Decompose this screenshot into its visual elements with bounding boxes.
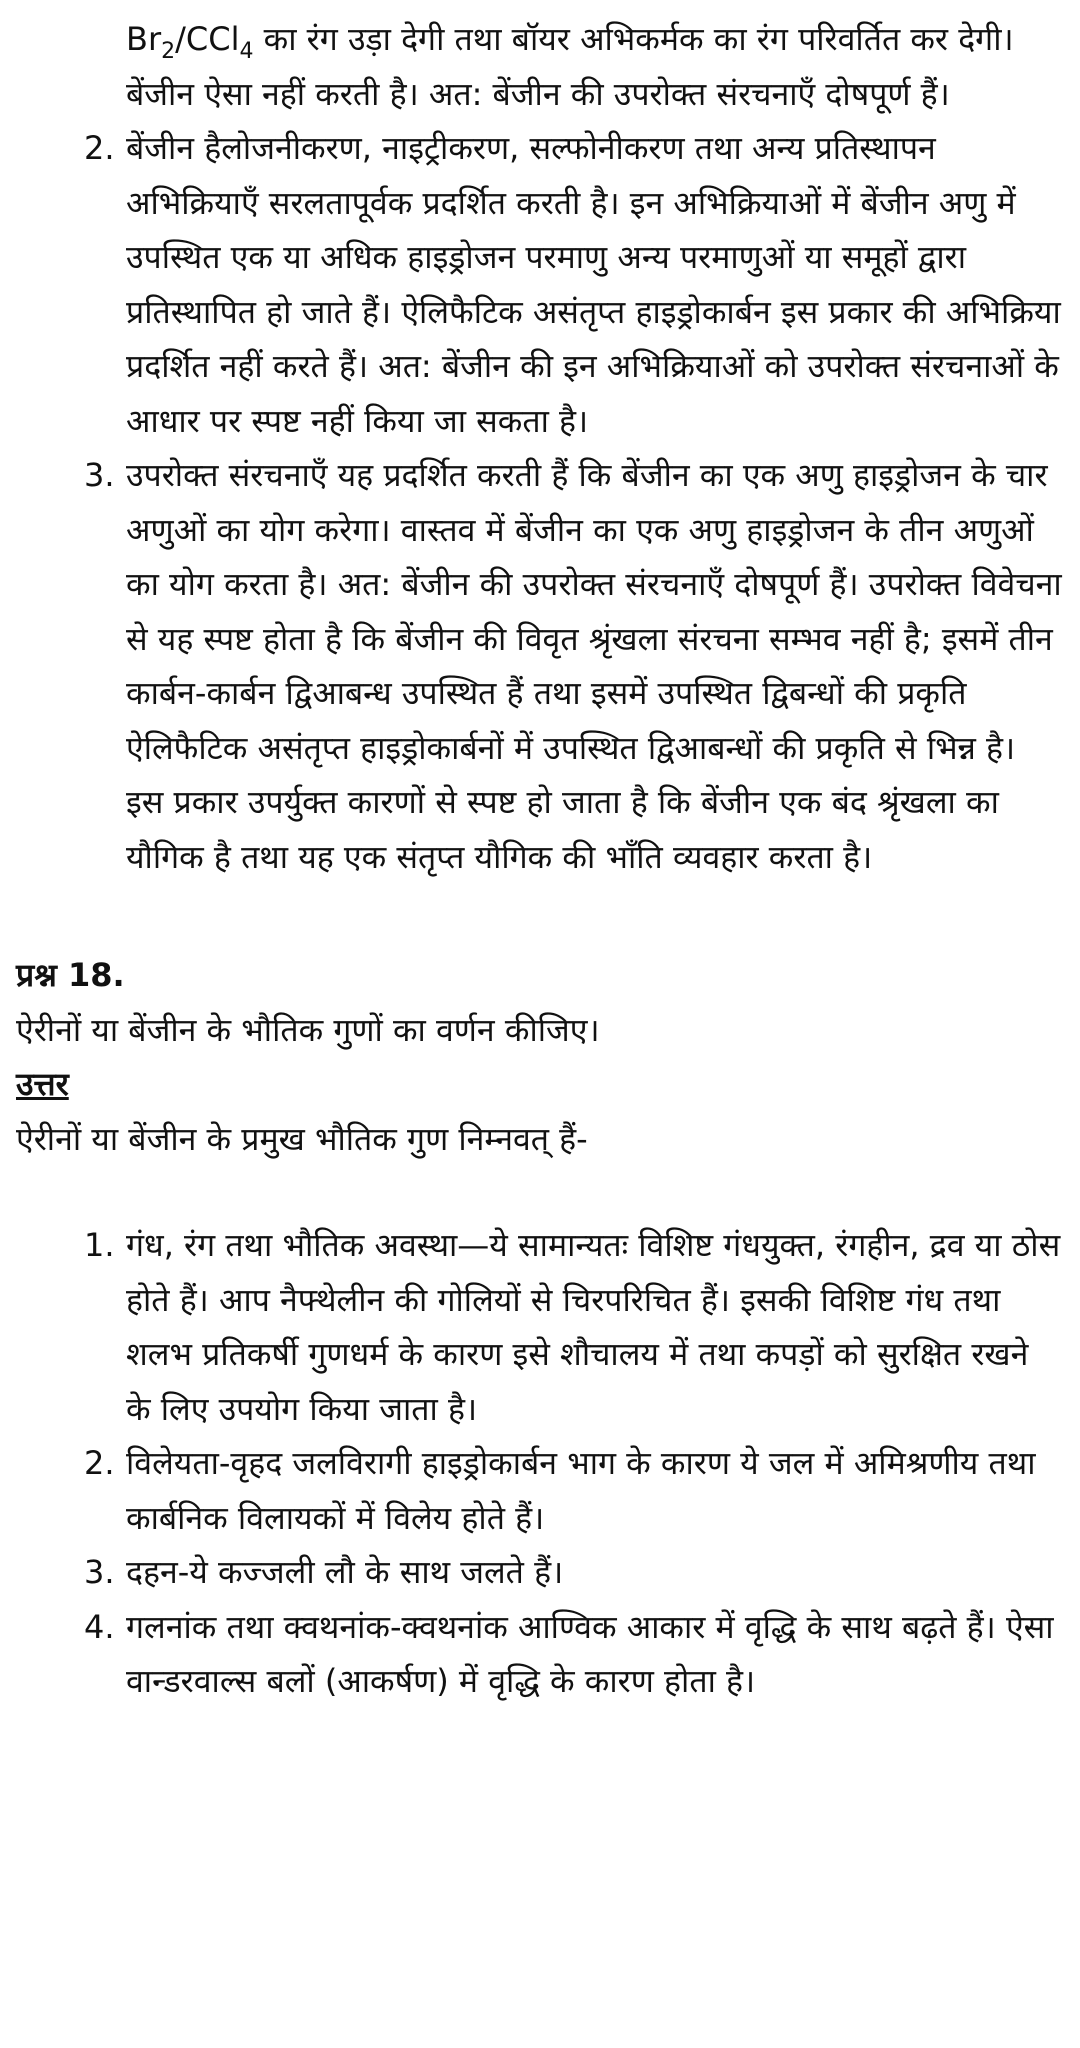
formula-subscript-2: 2 <box>161 39 176 64</box>
list-item-text: विलेयता-वृहद जलविरागी हाइड्रोकार्बन भाग के कारण ये जल में अमिश्रणीय तथा कार्बनिक विलायकों में विलेय होते हैं। <box>126 1444 1036 1537</box>
list-item <box>16 1545 1062 1600</box>
formula-ccl: /CCl <box>175 20 240 58</box>
list-number: 4. <box>84 1607 115 1646</box>
reasons-list <box>16 121 1062 884</box>
question-title: प्रश्न 18. <box>16 956 125 994</box>
list-number: 3. <box>84 456 115 494</box>
formula-subscript-4: 4 <box>239 39 254 64</box>
list-item <box>16 448 1062 884</box>
list-item-text: गंध, रंग तथा भौतिक अवस्था—ये सामान्यतः विशिष्ट गंधयुक्त, रंगहीन, द्रव या ठोस होते हैं। आप नैफ्थेलीन की गोलियों से चिरपरिचित हैं। इसकी विशिष्ट गंध तथा शलभ प्रतिकर्षी गुणधर्म के कारण इसे शौचालय में तथा कपड़ों को सुरक्षित रखने के लिए उपयोग किया जाता है। <box>126 1226 1061 1428</box>
answer-intro: ऐरीनों या बेंजीन के प्रमुख भौतिक गुण निम्नवत् हैं- <box>16 1119 588 1158</box>
formula-br: Br <box>126 20 162 58</box>
continued-paragraph <box>16 12 1062 121</box>
list-item <box>16 1218 1062 1436</box>
list-number: 3. <box>84 1553 115 1591</box>
list-item-text: दहन-ये कज्जली लौ के साथ जलते हैं। <box>126 1553 564 1591</box>
answer-title: उत्तर <box>16 1065 69 1103</box>
list-item <box>16 121 1062 448</box>
question-text: ऐरीनों या बेंजीन के भौतिक गुणों का वर्णन कीजिए। <box>16 1010 600 1049</box>
list-number: 1. <box>84 1226 115 1264</box>
list-item <box>16 1600 1062 1709</box>
list-item-text: बेंजीन हैलोजनीकरण, नाइट्रीकरण, सल्फोनीकरण तथा अन्य प्रतिस्थापन अभिक्रियाएँ सरलतापूर्वक प्रदर्शित करती है। इन अभिक्रियाओं में बेंजीन अणु में उपस्थित एक या अधिक हाइड्रोजन परमाणु अन्य परमाणुओं या समूहों द्वारा प्रतिस्थापित हो जाते हैं। ऐलिफैटिक असंतृप्त हाइड्रोकार्बन इस प्रकार की अभिक्रिया प्रदर्शित नहीं करते हैं। अत: बेंजीन की इन अभिक्रियाओं को उपरोक्त संरचनाओं के आधार पर स्पष्ट नहीं किया जा सकता है। <box>126 129 1061 440</box>
list-item-text: उपरोक्त संरचनाएँ यह प्रदर्शित करती हैं कि बेंजीन का एक अणु हाइड्रोजन के चार अणुओं का योग करेगा। वास्तव में बेंजीन का एक अणु हाइड्रोजन के तीन अणुओं का योग करता है। अत: बेंजीन की उपरोक्त संरचनाएँ दोषपूर्ण हैं। उपरोक्त विवेचना से यह स्पष्ट होता है कि बेंजीन की विवृत श्रृंखला संरचना सम्भव नहीं है; इसमें तीन कार्बन-कार्बन द्विआबन्ध उपस्थित हैं तथा इसमें उपस्थित द्विबन्धों की प्रकृति ऐलिफैटिक असंतृप्त हाइड्रोकार्बनों में उपस्थित द्विआबन्धों की प्रकृति से भिन्न है। इस प्रकार उपर्युक्त कारणों से स्पष्ट हो जाता है कि बेंजीन एक बंद श्रृंखला का यौगिक है तथा यह एक संतृप्त यौगिक की भाँति व्यवहार करता है। <box>126 456 1062 876</box>
continued-paragraph-text: का रंग उड़ा देगी तथा बॉयर अभिकर्मक का रंग परिवर्तित कर देगी। बेंजीन ऐसा नहीं करती है। अत: बेंजीन की उपरोक्त संरचनाएँ दोषपूर्ण हैं। <box>126 20 1014 113</box>
list-item <box>16 1436 1062 1545</box>
list-number: 2. <box>84 1444 115 1482</box>
physical-properties-list <box>16 1218 1062 1709</box>
spacer <box>16 884 1062 948</box>
list-number: 2. <box>84 129 115 167</box>
spacer <box>16 1166 1062 1218</box>
list-item-text: गलनांक तथा क्वथनांक-क्वथनांक आण्विक आकार में वृद्धि के साथ बढ़ते हैं। ऐसा वान्डरवाल्स बलों (आकर्षण) में वृद्धि के कारण होता है। <box>126 1607 1054 1700</box>
